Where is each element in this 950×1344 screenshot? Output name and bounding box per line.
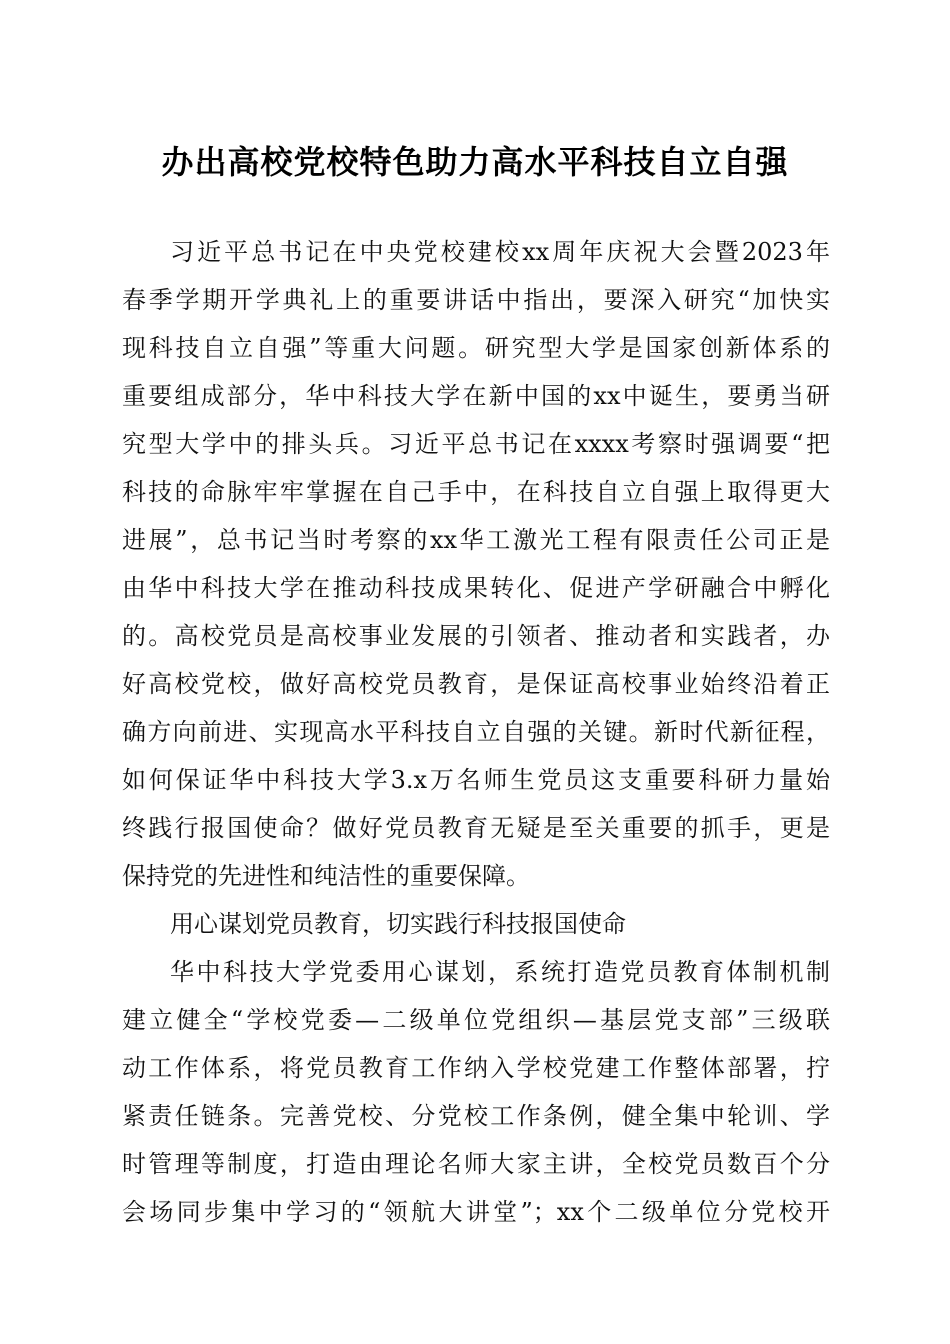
- text-line: 华中科技大学党委用心谋划，系统打造党员教育体制机制: [170, 958, 830, 986]
- text-line: 究型大学中的排头兵。习近平总书记在xxxx考察时强调要“把: [122, 430, 830, 458]
- text-line: 用心谋划党员教育，切实践行科技报国使命: [170, 910, 626, 938]
- text-line: 建立健全“学校党委—二级单位党组织—基层党支部”三级联: [122, 1006, 830, 1034]
- document-title: 办出高校党校特色助力高水平科技自立自强: [161, 143, 789, 181]
- text-line: 由华中科技大学在推动科技成果转化、促进产学研融合中孵化: [122, 574, 830, 602]
- text-line: 紧责任链条。完善党校、分党校工作条例，健全集中轮训、学: [122, 1102, 830, 1130]
- text-line: 现科技自立自强”等重大问题。研究型大学是国家创新体系的: [122, 334, 830, 362]
- text-line: 科技的命脉牢牢掌握在自己手中，在科技自立自强上取得更大: [122, 478, 830, 506]
- text-line: 终践行报国使命？做好党员教育无疑是至关重要的抓手，更是: [122, 814, 830, 842]
- text-line: 习近平总书记在中央党校建校xx周年庆祝大会暨2023年: [170, 238, 830, 266]
- text-line: 保持党的先进性和纯洁性的重要保障。: [122, 862, 530, 890]
- text-line: 动工作体系，将党员教育工作纳入学校党建工作整体部署，拧: [122, 1054, 830, 1082]
- text-line: 进展”，总书记当时考察的xx华工激光工程有限责任公司正是: [122, 526, 830, 554]
- text-line: 会场同步集中学习的“领航大讲堂”；xx个二级单位分党校开: [122, 1198, 830, 1226]
- paragraph-section-1: [122, 948, 830, 1236]
- text-line: 重要组成部分，华中科技大学在新中国的xx中诞生，要勇当研: [122, 382, 830, 410]
- document-body: [122, 228, 830, 1236]
- section-heading: [122, 900, 830, 948]
- paragraph-intro: [122, 228, 830, 900]
- text-line: 时管理等制度，打造由理论名师大家主讲，全校党员数百个分: [122, 1150, 830, 1178]
- text-line: 如何保证华中科技大学3.x万名师生党员这支重要科研力量始: [122, 766, 830, 794]
- text-line: 春季学期开学典礼上的重要讲话中指出，要深入研究“加快实: [122, 286, 830, 314]
- text-line: 的。高校党员是高校事业发展的引领者、推动者和实践者，办: [122, 622, 830, 650]
- text-line: 确方向前进、实现高水平科技自立自强的关键。新时代新征程，: [122, 718, 830, 746]
- text-line: 好高校党校，做好高校党员教育，是保证高校事业始终沿着正: [122, 670, 830, 698]
